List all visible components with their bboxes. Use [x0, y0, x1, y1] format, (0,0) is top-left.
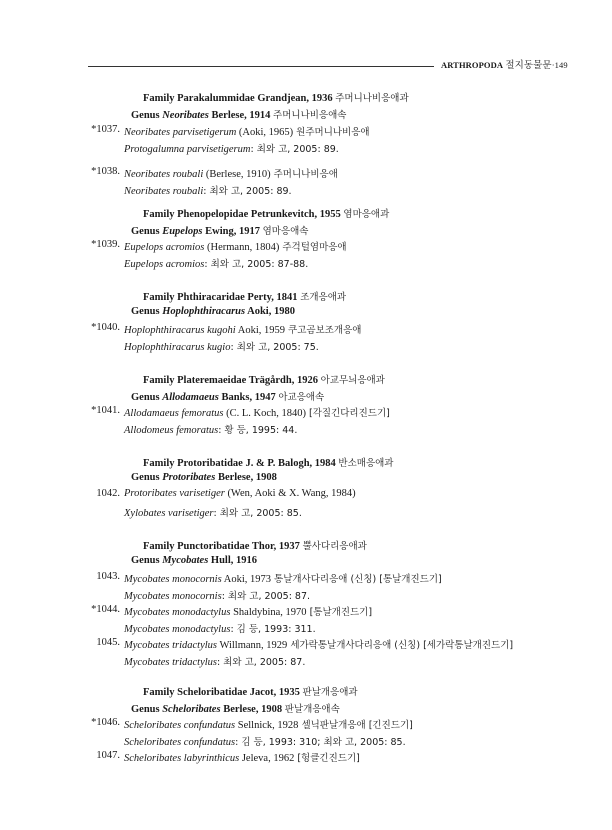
genus-prefix: Genus	[131, 555, 163, 566]
genus-prefix: Genus	[131, 306, 163, 317]
genus-name: Mycobates	[162, 555, 209, 566]
family-prefix: Family	[143, 375, 178, 386]
genus-heading	[131, 223, 308, 237]
species-entry	[124, 717, 413, 731]
family-name: Phthiracaridae Perty, 1841	[177, 292, 298, 303]
genus-prefix: Genus	[131, 392, 163, 403]
family-prefix: Family	[143, 458, 178, 469]
species-name: Neoribates roubali	[124, 169, 204, 180]
synonym-name: Mycobates tridactylus	[124, 657, 218, 668]
entry-number: *1040.	[91, 322, 120, 333]
family-heading	[143, 538, 367, 552]
genus-author: Ewing, 1917	[202, 226, 260, 237]
species-name: Allodamaeus femoratus	[124, 408, 224, 419]
genus-heading	[131, 389, 324, 403]
species-korean-name: 주걱털염마응애	[279, 242, 347, 253]
header-journal: ARTHROPODA	[441, 60, 504, 70]
family-name: Punctoribatidae Thor, 1937	[177, 541, 300, 552]
species-name: Mycobates monodactylus	[124, 607, 231, 618]
header-category: 절지동물문	[505, 60, 552, 71]
species-author: (Wen, Aoki & X. Wang, 1984)	[224, 488, 356, 499]
synonym-name: Mycobates monodactylus	[124, 624, 231, 635]
synonym-reference: : 김 등, 1993: 310; 최와 고, 2005: 85.	[235, 737, 406, 748]
genus-author: Aoki, 1980	[245, 306, 295, 317]
species-author: Shaldybina, 1970	[230, 607, 307, 618]
synonym-citation	[124, 256, 308, 270]
species-entry	[124, 166, 338, 180]
genus-prefix: Genus	[131, 110, 163, 121]
species-korean-name: 원주머니나비응애	[293, 127, 370, 138]
header-rule	[88, 66, 434, 67]
synonym-reference: : 김 등, 1993: 311.	[230, 624, 316, 635]
family-name: Scheloribatidae Jacot, 1935	[177, 687, 300, 698]
synonym-reference: : 최와 고, 2005: 89.	[203, 186, 292, 197]
genus-heading	[131, 555, 257, 566]
family-korean-name: 반소매응애과	[338, 458, 394, 469]
synonym-name: Hoplophthiracarus kugio	[124, 342, 231, 353]
genus-korean-name: 주머니나비응애속	[273, 110, 347, 121]
species-author: Aoki, 1973	[221, 574, 271, 585]
entry-number: *1039.	[91, 239, 120, 250]
species-name: Mycobates tridactylus	[124, 640, 218, 651]
synonym-name: Xylobates varisetiger	[124, 508, 214, 519]
synonym-name: Eupelops acromios	[124, 259, 205, 270]
genus-prefix: Genus	[131, 704, 163, 715]
synonym-name: Allodomeus femoratus	[124, 425, 219, 436]
species-korean-name: 통날개사다리응애 (신칭) [통날개진드기]	[271, 574, 442, 585]
genus-author: Berlese, 1908	[220, 704, 283, 715]
family-korean-name: 뿔사다리응애과	[302, 541, 367, 552]
family-heading	[143, 289, 346, 303]
genus-korean-name: 염마응애속	[262, 226, 309, 237]
species-author: Jeleva, 1962	[239, 753, 295, 764]
synonym-reference: : 최와 고, 2005: 87.	[221, 591, 311, 602]
species-author: Aoki, 1959	[235, 325, 286, 336]
species-entry	[124, 405, 390, 419]
synonym-citation	[124, 141, 339, 155]
species-author: (C. L. Koch, 1840)	[223, 408, 306, 419]
synonym-citation	[124, 654, 305, 668]
family-name: Parakalummidae Grandjean, 1936	[177, 93, 333, 104]
family-heading	[143, 455, 393, 469]
family-prefix: Family	[143, 292, 178, 303]
entry-number: *1037.	[91, 124, 120, 135]
synonym-name: Scheloribates confundatus	[124, 737, 236, 748]
synonym-citation	[124, 339, 319, 353]
species-name: Eupelops acromios	[124, 242, 205, 253]
species-name: Protoribates varisetiger	[124, 488, 225, 499]
species-author: Sellnick, 1928	[235, 720, 299, 731]
species-korean-name: 세가락통날개사다리응애 (신칭) [세가락통날개진드기]	[287, 640, 514, 651]
family-heading	[143, 206, 389, 220]
synonym-reference: : 최와 고, 2005: 87-88.	[204, 259, 309, 270]
synonym-reference: : 최와 고, 2005: 89.	[250, 144, 339, 155]
species-entry	[124, 571, 442, 585]
species-korean-name: 셀닉판날개응애 [긴진드기]	[298, 720, 413, 731]
species-entry	[124, 750, 360, 764]
family-korean-name: 아교무늬응애과	[320, 375, 385, 386]
genus-name: Allodamaeus	[162, 392, 219, 403]
species-name: Mycobates monocornis	[124, 574, 222, 585]
genus-prefix: Genus	[131, 226, 163, 237]
family-korean-name: 판날개응애과	[302, 687, 358, 698]
family-prefix: Family	[143, 541, 178, 552]
entry-number: *1041.	[91, 405, 120, 416]
header-separator: ·	[551, 60, 555, 70]
species-entry	[124, 124, 370, 138]
species-korean-name: 쿠고곰보조개응애	[285, 325, 362, 336]
synonym-name: Mycobates monocornis	[124, 591, 222, 602]
species-author: (Berlese, 1910)	[203, 169, 271, 180]
family-heading	[143, 684, 358, 698]
page-number: 149	[554, 60, 568, 70]
species-author: Willmann, 1929	[217, 640, 288, 651]
synonym-citation	[124, 505, 302, 519]
synonym-citation	[124, 422, 297, 436]
entry-number: *1046.	[91, 717, 120, 728]
species-entry	[124, 488, 356, 499]
family-heading	[143, 372, 385, 386]
synonym-reference: : 최와 고, 2005: 75.	[230, 342, 319, 353]
genus-heading	[131, 107, 346, 121]
family-korean-name: 주머니나비응애과	[335, 93, 409, 104]
species-author: (Aoki, 1965)	[236, 127, 294, 138]
synonym-reference: : 최와 고, 2005: 87.	[217, 657, 306, 668]
genus-name: Eupelops	[162, 226, 203, 237]
family-name: Protoribatidae J. & P. Balogh, 1984	[177, 458, 336, 469]
synonym-citation	[124, 183, 292, 197]
genus-author: Banks, 1947	[218, 392, 276, 403]
genus-author: Berlese, 1908	[215, 472, 277, 483]
genus-name: Hoplophthiracarus	[162, 306, 246, 317]
species-name: Scheloribates confundatus	[124, 720, 236, 731]
entry-number: *1044.	[91, 604, 120, 615]
species-author: (Hermann, 1804)	[204, 242, 280, 253]
entry-number: 1042.	[96, 488, 120, 499]
genus-prefix: Genus	[131, 472, 163, 483]
genus-heading	[131, 472, 277, 483]
genus-name: Scheloribates	[162, 704, 221, 715]
family-name: Plateremaeidae Trägårdh, 1926	[177, 375, 318, 386]
species-korean-name: [헝클긴진드기]	[294, 753, 360, 764]
species-entry	[124, 239, 347, 253]
synonym-citation	[124, 588, 310, 602]
species-entry	[124, 604, 372, 618]
genus-korean-name: 판날개응애속	[284, 704, 340, 715]
synonym-name: Neoribates roubali	[124, 186, 204, 197]
family-prefix: Family	[143, 93, 178, 104]
species-name: Neoribates parvisetigerum	[124, 127, 237, 138]
species-name: Hoplophthiracarus kugohi	[124, 325, 236, 336]
family-name: Phenopelopidae Petrunkevitch, 1955	[177, 209, 341, 220]
entry-number: 1043.	[96, 571, 120, 582]
synonym-citation	[124, 734, 406, 748]
family-heading	[143, 90, 409, 104]
genus-name: Protoribates	[162, 472, 216, 483]
species-entry	[124, 637, 513, 651]
genus-author: Berlese, 1914	[208, 110, 271, 121]
species-name: Scheloribates labyrinthicus	[124, 753, 240, 764]
family-korean-name: 염마응애과	[343, 209, 390, 220]
synonym-citation	[124, 621, 316, 635]
genus-heading	[131, 306, 295, 317]
species-korean-name: 주머니나비응애	[270, 169, 338, 180]
genus-heading	[131, 701, 340, 715]
synonym-reference: : 최와 고, 2005: 85.	[213, 508, 302, 519]
family-prefix: Family	[143, 687, 178, 698]
entry-number: *1038.	[91, 166, 120, 177]
family-prefix: Family	[143, 209, 178, 220]
genus-name: Neoribates	[162, 110, 209, 121]
synonym-name: Protogalumna parvisetigerum	[124, 144, 251, 155]
entry-number: 1045.	[96, 637, 120, 648]
species-entry	[124, 322, 361, 336]
genus-korean-name: 아교응애속	[278, 392, 325, 403]
synonym-reference: : 황 등, 1995: 44.	[218, 425, 298, 436]
species-korean-name: [통날개진드기]	[306, 607, 373, 618]
species-korean-name: [각질긴다리진드기]	[305, 408, 390, 419]
genus-author: Hull, 1916	[208, 555, 258, 566]
entry-number: 1047.	[96, 750, 120, 761]
running-header	[441, 57, 568, 71]
family-korean-name: 조개응애과	[300, 292, 347, 303]
